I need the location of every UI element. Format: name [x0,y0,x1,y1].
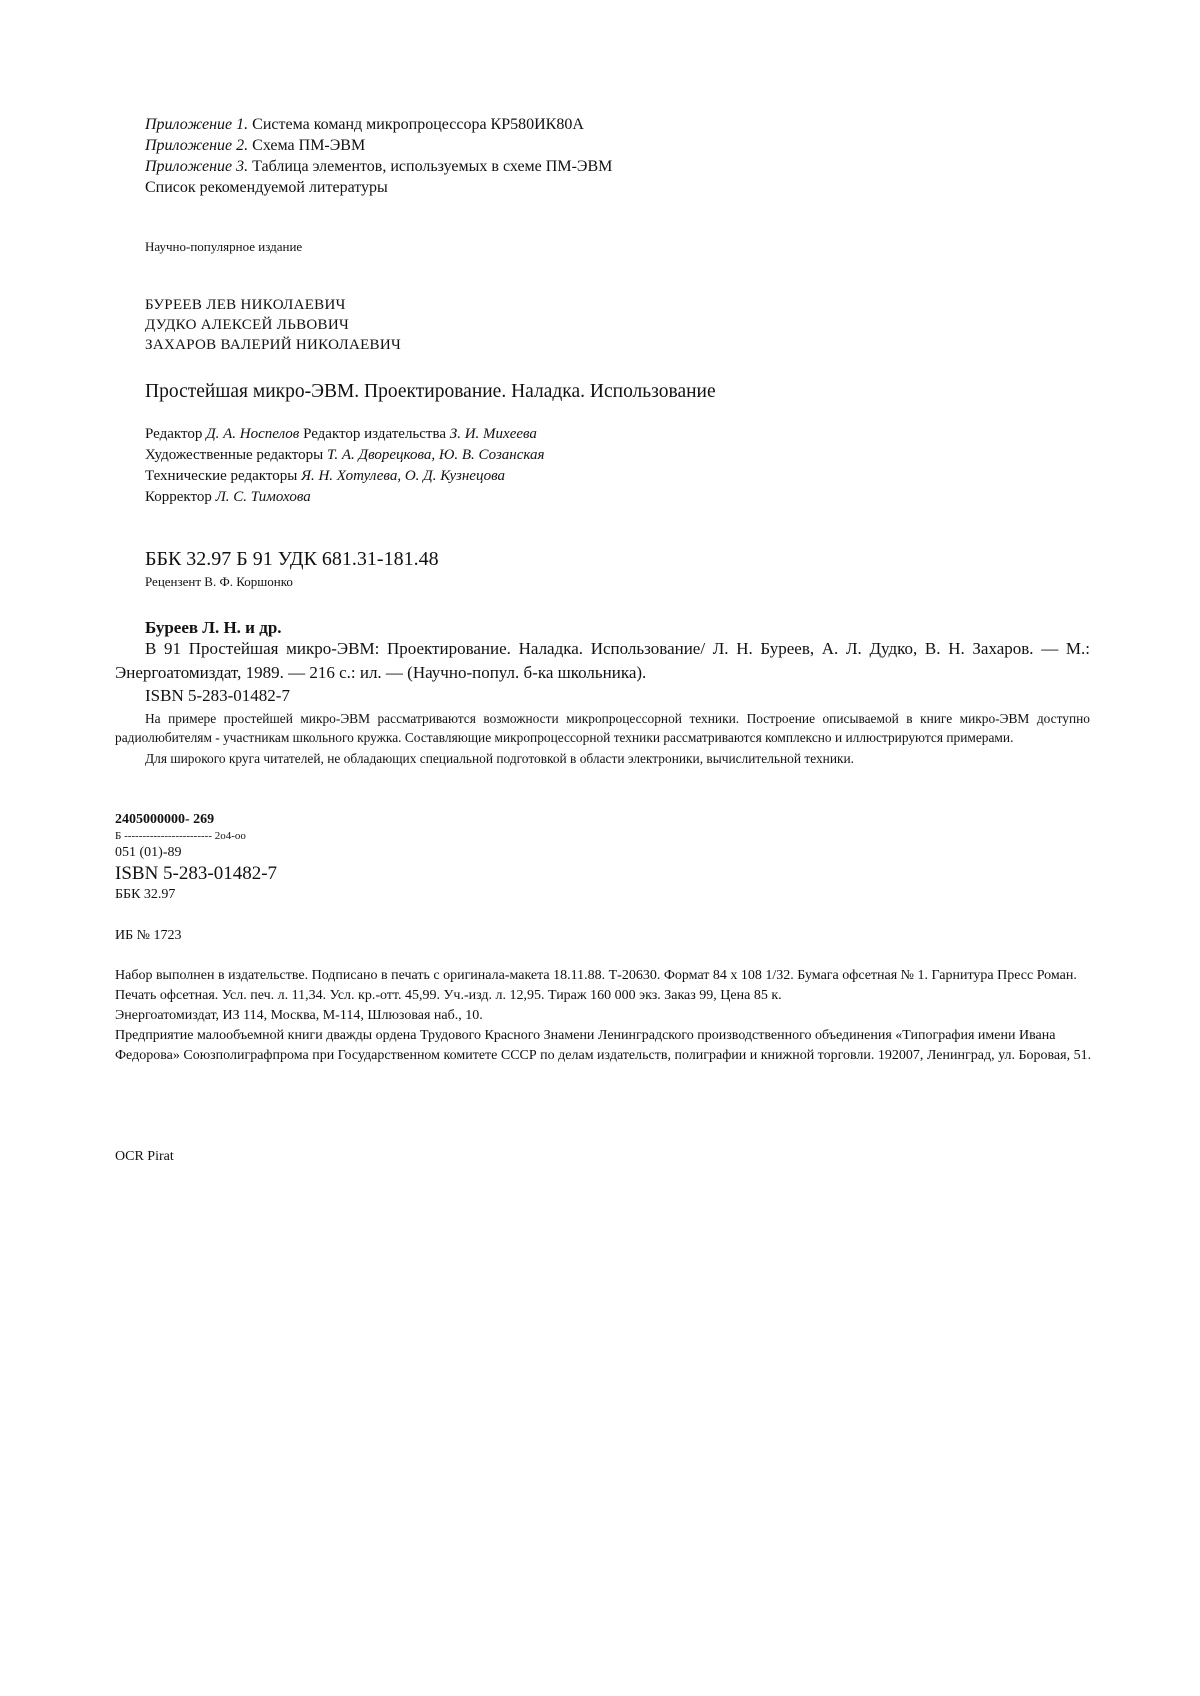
editor-role: Корректор [145,489,216,505]
editor-role: Технические редакторы [145,468,302,484]
editor-name: Я. Н. Хотулева, О. Д. Кузнецова [301,468,506,484]
editor-role: Художественные редакторы [145,447,327,463]
references-line: Список рекомендуемой литературы [145,179,388,196]
appendix-text: Схема ПМ-ЭВМ [248,137,366,154]
imprint-paragraph: Набор выполнен в издательстве. Подписано в печать с оригинала-макета 18.11.88. Т-20630. Формат 84 х 108 1/32. Бумага офсетная № 1. Гарнитура Пресс Роман. Печать офсетная. Усл. печ. л. 11,34. Усл. кр.-отт. 45,99. Уч.-изд. л. 12,95. Тираж 160 000 экз. Заказ 99, Цена 85 к. [115,968,1077,1003]
publication-codes [115,810,277,904]
appendix-item-2 [145,135,612,156]
editor-line [145,466,545,487]
catalog-card-author: Буреев Л. Н. и др. [145,618,282,637]
catalog-card [115,637,1090,768]
ocr-note: OCR Pirat [115,1149,174,1164]
appendix-text: Система команд микропроцессора КР580ИК80А [248,116,584,133]
editor-name: З. И. Михеева [449,426,537,442]
publication-genre: Научно-популярное издание [145,239,303,254]
catalog-card-abstract: На примере простейшей микро-ЭВМ рассматриваются возможности микропроцессорной техники. Построение описываемой в книге микро-ЭВМ доступно радиолюбителям - участникам школьного кружка. Составляющие микропроцессорной техники рассматриваются комплексно и иллюстрируются примерами. [115,711,1090,745]
catalog-card-audience: Для широкого круга читателей, не обладающих специальной подготовкой в области электроники, вычислительной техники. [145,751,855,766]
bbk-line: ББК 32.97 [115,887,176,902]
reviewer-line: Рецензент В. Ф. Коршонко [145,574,293,589]
author-name: ДУДКО АЛЕКСЕЙ ЛЬВОВИЧ [145,317,350,333]
editor-line [145,445,545,466]
code-line: 2405000000- 269 [115,812,215,827]
editor-role: Редактор [145,426,207,442]
authors-list [145,295,401,355]
appendix-label: Приложение 3. [145,158,249,175]
editor-name: Т. А. Дворецкова, Ю. В. Созанская [326,447,545,463]
appendix-item-1 [145,114,612,135]
catalog-card-isbn: ISBN 5-283-01482-7 [145,686,290,705]
editor-line [145,487,545,508]
editor-name: Д. А. Носпелов [206,426,300,442]
author-name: БУРЕЕВ ЛЕВ НИКОЛАЕВИЧ [145,297,346,313]
catalog-card-description: В 91 Простейшая микро-ЭВМ: Проектирование. Наладка. Использование/ Л. Н. Буреев, А. Л. Дудко, В. Н. Захаров. — М.: Энергоатомиздат, 1989. — 216 с.: ил. — (Научно-попул. б-ка школьника). [115,639,1090,682]
code-line: Б ------------------------ 2о4-оо [115,830,246,842]
book-title: Простейшая микро-ЭВМ. Проектирование. Наладка. Использование [145,381,716,402]
appendix-label: Приложение 2. [145,137,249,154]
code-line: 051 (01)-89 [115,845,182,860]
isbn-line: ISBN 5-283-01482-7 [115,863,278,884]
author-name: ЗАХАРОВ ВАЛЕРИЙ НИКОЛАЕВИЧ [145,337,402,353]
imprint-paragraph: Энергоатомиздат, ИЗ 114, Москва, М-114, Шлюзовая наб., 10. [115,1008,483,1023]
editor-role: Редактор издательства [299,426,450,442]
appendix-label: Приложение 1. [145,116,249,133]
appendix-list [145,114,612,198]
editor-line [145,424,545,445]
ib-number: ИБ № 1723 [115,928,182,943]
imprint-paragraph: Предприятие малообъемной книги дважды ордена Трудового Красного Знамени Ленинградского производственного объединения «Типография имени Ивана Федорова» Союзполиграфпрома при Государственном комитете СССР по делам издательств, полиграфии и книжной торговли. 192007, Ленинград, ул. Боровая, 51. [115,1028,1092,1063]
imprint-block [115,966,1095,1066]
editors-list [145,424,545,508]
bbk-udk-codes: ББК 32.97 Б 91 УДК 681.31-181.48 [145,548,439,570]
editor-name: Л. С. Тимохова [215,489,311,505]
appendix-text: Таблица элементов, используемых в схеме ПМ-ЭВМ [248,158,613,175]
appendix-item-3 [145,156,612,177]
